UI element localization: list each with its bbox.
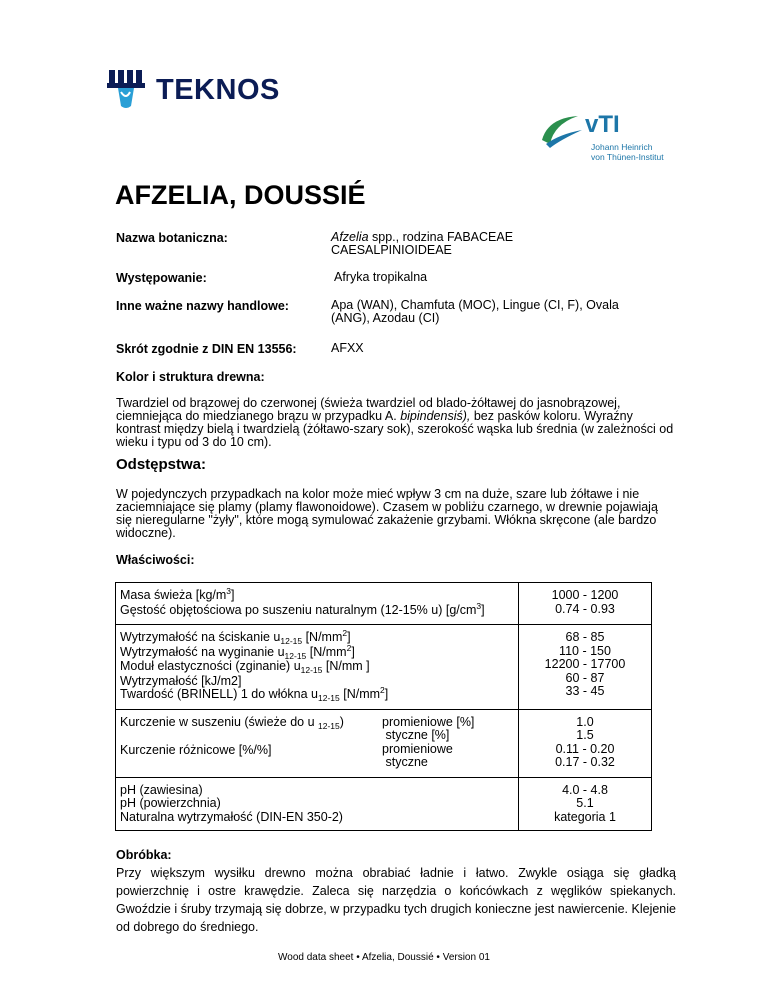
field-value-botanical <box>331 231 671 257</box>
deviation-heading: Odstępstwa: <box>116 456 207 473</box>
table-row <box>116 625 652 710</box>
shrinkage-labels: Kurczenie w suszeniu (świeże do u $_{12-15}$) Kurczenie różnicowe [%/%] promieniowe [%] styczne [%] promieniowe styczne <box>116 709 519 777</box>
field-label-occurrence: Występowanie: <box>116 271 207 285</box>
properties-heading: Właściwości: <box>116 553 195 567</box>
strength-labels: Wytrzymałość na ściskanie $u_{12-15}$ $[N/mm^2]$ Wytrzymałość na wyginanie $u_{12-15}$ $[N/mm^2]$ Moduł elastyczności (zginanie) $u_{12-15}$ [N/mm ] Wytrzymałość [kJ/m2] Twardość (BRINELL) 1 do włókna $u_{12-15}$ $[N/mm^2]$ <box>116 625 519 710</box>
deviation-paragraph: W pojedynczych przypadkach na kolor może mieć wpływ 3 cm na duże, szare lub żółtawe i nie zaciemniające się plamy (plamy flawonoidowe). Czasem w pobliżu czarnego, w drewnie pojawiają się nieregularne "żyły", które mogą symulować zakażenie grzybami. Włókna skręcone (ale bardzo widoczne). <box>116 487 658 540</box>
working-section <box>116 846 676 936</box>
vti-swoosh-icon <box>538 110 586 150</box>
field-value-trade-names <box>331 299 671 325</box>
color-text-b: bez pasków koloru. Wyraźny kontrast między bielą i twardzielą (żółtawo-szary sok), szerokość wąska lub średnia (w zależności od wieku i typu od 3 do 10 cm). <box>116 409 674 449</box>
table-row <box>116 777 652 831</box>
page-title: AFZELIA, DOUSSIÉ <box>115 180 366 210</box>
field-label-botanical: Nazwa botaniczna: <box>116 231 228 245</box>
color-paragraph <box>116 397 676 449</box>
teknos-brush-icon <box>104 66 152 112</box>
strength-values: 68 - 85 110 - 150 12200 - 17700 60 - 87 33 - 45 <box>519 625 652 710</box>
trade-names-line-1: Apa (WAN), Chamfuta (MOC), Lingue (CI, F), Ovala <box>331 298 619 312</box>
botanical-genus: Afzelia <box>331 230 369 244</box>
teknos-wordmark: TEKNOS <box>156 74 280 106</box>
table-row <box>116 583 652 625</box>
color-text-a: Twardziel od brązowej do czerwonej (świeża twardziel od blado-żółtawej do jasnobrązowej, ciemniejąca do miedzianego brązu w przypadku A. <box>116 396 621 423</box>
shrinkage-values: 1.0 1.5 0.11 - 0.20 0.17 - 0.32 <box>519 709 652 777</box>
ph-labels: pH (zawiesina) pH (powierzchnia) Naturalna wytrzymałość (DIN-EN 350-2) <box>116 777 519 831</box>
color-text-italic: bipindensiś), <box>400 409 471 423</box>
teknos-logo <box>104 66 284 112</box>
trade-names-line-2: (ANG), Azodau (CI) <box>331 311 440 325</box>
botanical-subfamily: CAESALPINIOIDEAE <box>331 243 452 257</box>
field-label-abbreviation: Skrót zgodnie z DIN EN 13556: <box>116 342 297 356</box>
color-heading: Kolor i struktura drewna: <box>116 370 265 384</box>
working-text: Przy większym wysiłku drewno można obrabiać ładnie i łatwo. Zwykle osiąga się gładką powierzchnię i ostre krawędzie. Zaleca się narzędzia o końcówkach z węglików spiekanych. Gwoździe i śruby trzymają się dobrze, w przypadku tych drugich konieczne jest nawiercenie. Klejenie od dobrego do średniego. <box>116 866 676 934</box>
density-values: 1000 - 1200 0.74 - 0.93 <box>519 583 652 625</box>
botanical-rest: spp., rodzina FABACEAE <box>368 230 514 244</box>
vti-subtitle-1: Johann Heinrich <box>591 142 653 152</box>
field-value-abbreviation: AFXX <box>331 341 364 355</box>
field-label-trade-names: Inne ważne nazwy handlowe: <box>116 299 289 313</box>
density-labels: Masa świeża $[kg/m^3]$ Gęstość objętościowa po suszeniu naturalnym (12-15% u) $[g/cm^3]$ <box>116 583 519 625</box>
properties-table <box>115 582 652 831</box>
field-value-occurrence: Afryka tropikalna <box>334 270 428 284</box>
vti-logo <box>538 108 678 168</box>
ph-values: 4.0 - 4.8 5.1 kategoria 1 <box>519 777 652 831</box>
table-row <box>116 709 652 777</box>
working-heading: Obróbka: <box>116 848 172 862</box>
vti-wordmark: vTI <box>585 111 620 138</box>
vti-subtitle-2: von Thünen-Institut <box>591 152 664 162</box>
footer: Wood data sheet • Afzelia, Doussié • Version 01 <box>278 952 490 963</box>
